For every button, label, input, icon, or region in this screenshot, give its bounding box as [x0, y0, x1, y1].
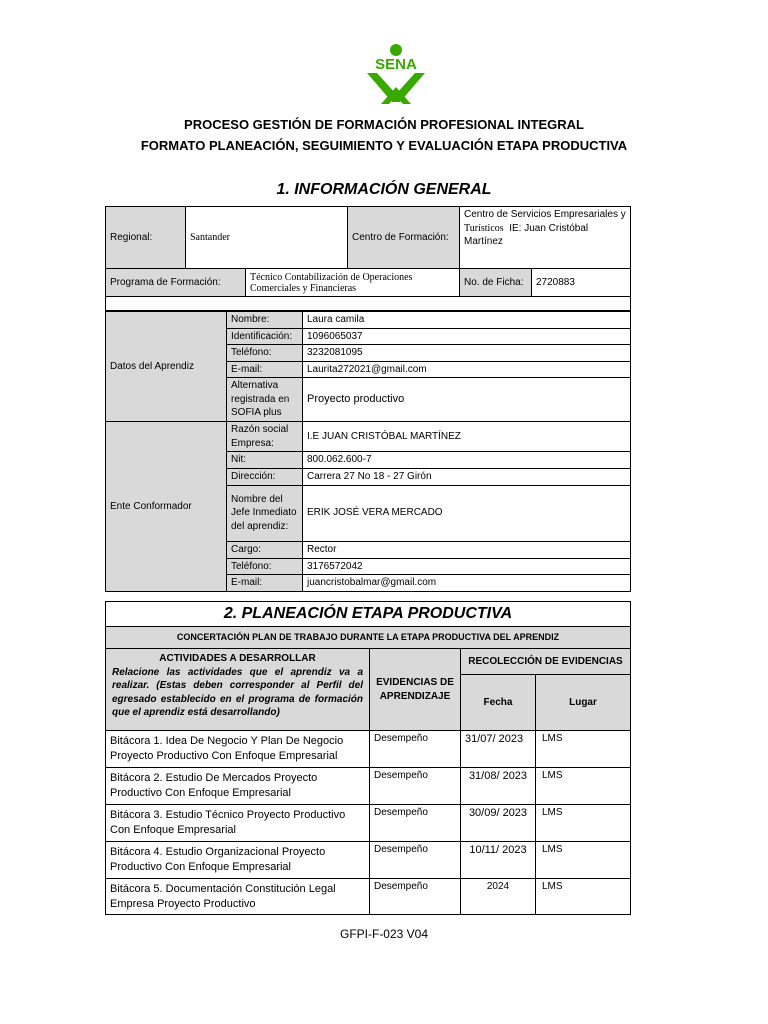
centro-value: Centro de Servicios Empresariales y Turísticos IE: Juan Cristóbal Martínez	[460, 207, 631, 269]
general-info-table	[105, 206, 631, 311]
actividad-cell: Bitácora 5. Documentación Constitución Legal Empresa Proyecto Productivo	[106, 879, 370, 915]
evidencia-cell: Desempeño	[370, 768, 461, 805]
aprendiz-label: Datos del Aprendiz	[106, 312, 227, 422]
ficha-label: No. de Ficha:	[460, 269, 532, 297]
fecha-cell: 30/09/ 2023	[461, 805, 536, 842]
regional-value: Santander	[186, 207, 348, 269]
regional-label: Regional:	[106, 207, 186, 269]
evidencia-cell: Desempeño	[370, 879, 461, 915]
format-title: FORMATO PLANEACIÓN, SEGUIMIENTO Y EVALUACIÓN ETAPA PRODUCTIVA	[140, 138, 628, 153]
aprendiz-field-label: Nombre:	[227, 312, 303, 329]
evidencia-cell: Desempeño	[370, 842, 461, 879]
lugar-cell: LMS	[536, 731, 631, 768]
fecha-header: Fecha	[461, 675, 536, 731]
actividad-cell: Bitácora 1. Idea De Negocio Y Plan De Negocio Proyecto Productivo Con Enfoque Empresarial	[106, 731, 370, 768]
format-code: GFPI-F-023 V04	[339, 927, 429, 941]
evidencia-cell: Desempeño	[370, 805, 461, 842]
aprendiz-field-label: Teléfono:	[227, 345, 303, 362]
ente-field-label: Teléfono:	[227, 558, 303, 575]
section2-title: 2. PLANEACIÓN ETAPA PRODUCTIVA	[106, 602, 631, 627]
aprendiz-field-value: 1096065037	[303, 328, 631, 345]
aprendiz-field-value: Proyecto productivo	[303, 378, 631, 422]
aprendiz-field-value: Laurita272021@gmail.com	[303, 361, 631, 378]
ente-field-label: Razón social Empresa:	[227, 422, 303, 452]
ente-field-value: 800.062.600-7	[303, 452, 631, 469]
actividad-cell: Bitácora 3. Estudio Técnico Proyecto Productivo Con Enfoque Empresarial	[106, 805, 370, 842]
process-title: PROCESO GESTIÓN DE FORMACIÓN PROFESIONAL INTEGRAL	[184, 117, 584, 132]
aprendiz-field-label: Identificación:	[227, 328, 303, 345]
ente-field-label: Cargo:	[227, 541, 303, 558]
actividad-cell: Bitácora 2. Estudio De Mercados Proyecto Productivo Con Enfoque Empresarial	[106, 768, 370, 805]
fecha-cell: 10/11/ 2023	[461, 842, 536, 879]
ente-field-value: I.E JUAN CRISTÓBAL MARTÍNEZ	[303, 422, 631, 452]
aprendiz-field-value: Laura camila	[303, 312, 631, 329]
ente-field-label: E-mail:	[227, 575, 303, 592]
aprendiz-field-label: E-mail:	[227, 361, 303, 378]
ente-label: Ente Conformador	[106, 422, 227, 592]
actividad-cell: Bitácora 4. Estudio Organizacional Proyecto Productivo Con Enfoque Empresarial	[106, 842, 370, 879]
table-row	[106, 842, 631, 879]
evidencias-header: EVIDENCIAS DE APRENDIZAJE	[370, 649, 461, 731]
ente-field-label: Nombre del Jefe Inmediato del aprendiz:	[227, 485, 303, 541]
table-row	[106, 731, 631, 768]
ente-field-value: juancristobalmar@gmail.com	[303, 575, 631, 592]
aprendiz-field-label: Alternativa registrada en SOFIA plus	[227, 378, 303, 422]
lugar-header: Lugar	[536, 675, 631, 731]
fecha-cell: 31/08/ 2023	[461, 768, 536, 805]
fecha-cell: 2024	[461, 879, 536, 915]
fecha-cell: 31/07/ 2023	[461, 731, 536, 768]
evidencia-cell: Desempeño	[370, 731, 461, 768]
section2-subtitle: CONCERTACIÓN PLAN DE TRABAJO DURANTE LA ETAPA PRODUCTIVA DEL APRENDIZ	[106, 627, 631, 649]
aprendiz-field-value: 3232081095	[303, 345, 631, 362]
ente-field-value: 3176572042	[303, 558, 631, 575]
sena-logo	[364, 44, 428, 106]
programa-value: Técnico Contabilización de Operaciones Comerciales y Financieras	[246, 269, 460, 297]
planeacion-table	[105, 601, 631, 915]
ficha-value: 2720883	[532, 269, 631, 297]
lugar-cell: LMS	[536, 805, 631, 842]
lugar-cell: LMS	[536, 842, 631, 879]
aprendiz-ente-table	[105, 311, 631, 592]
svg-text:SENA: SENA	[375, 56, 417, 73]
section1-title: 1. INFORMACIÓN GENERAL	[276, 181, 492, 198]
ente-field-value: ERIK JOSÉ VERA MERCADO	[303, 485, 631, 541]
lugar-cell: LMS	[536, 879, 631, 915]
programa-label: Programa de Formación:	[106, 269, 246, 297]
table-row	[106, 768, 631, 805]
ente-field-value: Carrera 27 No 18 - 27 Girón	[303, 468, 631, 485]
ente-field-label: Nit:	[227, 452, 303, 469]
table-row	[106, 805, 631, 842]
ente-field-label: Dirección:	[227, 468, 303, 485]
table-row	[106, 879, 631, 915]
actividades-header: ACTIVIDADES A DESARROLLAR Relacione las actividades que el aprendiz va a realizar. (Estas deben corresponder al Perfil del egresado establecido en el programa de formación que el aprendiz está desarrollando)	[106, 649, 370, 731]
recoleccion-header: RECOLECCIÓN DE EVIDENCIAS	[461, 649, 631, 675]
lugar-cell: LMS	[536, 768, 631, 805]
ente-field-value: Rector	[303, 541, 631, 558]
centro-label: Centro de Formación:	[348, 207, 460, 269]
